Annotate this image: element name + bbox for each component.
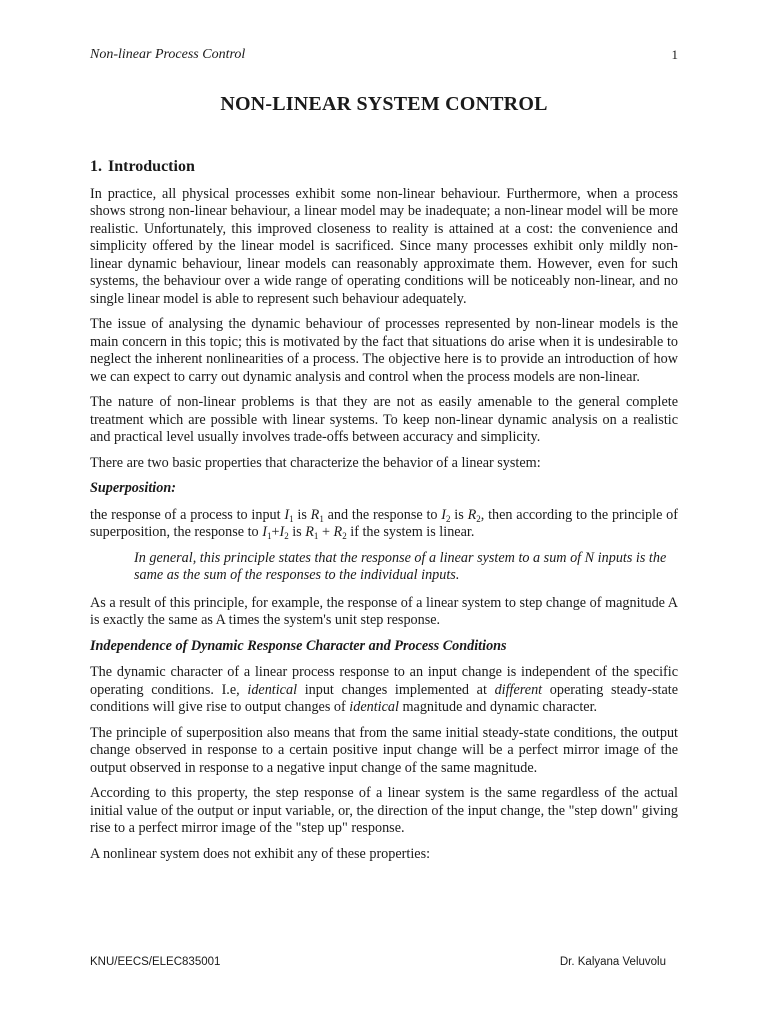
text-run: is [288,524,306,540]
text-run: input changes implemented at [297,681,495,698]
text-run: if the system is linear. [346,524,475,540]
plus-sign: + [271,524,280,540]
subscript: 1 [313,531,319,541]
text-run: is [293,506,311,523]
section-title: Introduction [108,158,195,175]
document-body [90,158,678,871]
running-header: Non-linear Process Control [90,47,246,62]
superposition-definition [90,507,678,542]
input-symbol: I [262,524,267,540]
section-number: 1. [90,158,102,175]
document-title: NON-LINEAR SYSTEM CONTROL [220,93,548,115]
intro-paragraph-2: The issue of analysing the dynamic behaviour of processes represented by non-linear models is the main concern in this topic; this is motivated by the fact that situations do arise when it is undesirable to neglect the inherent nonlinearities of a process. The objective here is to provide an introduction of how we can expect to carry out dynamic analysis and control when the process models are non-linear. [90,316,678,385]
superposition-quote: In general, this principle states that the response of a linear system to a sum of N inputs is the same as the sum of the responses to the individual inputs. [134,549,667,583]
subscript: 2 [284,531,289,541]
text-run: the response of a process to input [90,506,285,523]
independence-heading: Independence of Dynamic Response Character and Process Conditions [90,637,507,654]
subscript: 1 [319,513,324,524]
superposition-result: As a result of this principle, for example, the response of a linear system to step change of magnitude A is exactly the same as A times the system's unit step response. [90,594,678,628]
independence-paragraph-2: The principle of superposition also means that from the same initial steady-state conditions, the output change observed in response to a certain positive input change will be a perfect mirror image of the output observed in response to a negative input change of the same magnitude. [90,724,678,776]
subscript: 1 [289,513,294,524]
independence-paragraph-4: A nonlinear system does not exhibit any of these properties: [90,845,431,862]
page-number: 1 [671,47,678,62]
superposition-heading: Superposition: [90,480,176,496]
input-symbol: I [279,524,285,540]
response-symbol: R [310,506,320,523]
emphasis: different [494,681,543,698]
plus-sign: + [318,524,334,540]
independence-paragraph-1 [90,664,678,717]
intro-paragraph-4: There are two basic properties that characterize the behavior of a linear system: [90,454,541,471]
subscript: 2 [342,531,347,541]
emphasis: identical [247,681,298,698]
response-symbol: R [333,524,343,540]
input-symbol: I [441,506,447,523]
subscript: 2 [446,513,451,524]
section-heading [90,158,678,176]
footer-author: Dr. Kalyana Veluvolu [559,956,666,968]
text-run: operating steady-state conditions will give rise to output changes of [90,681,678,715]
emphasis: identical [349,699,399,715]
response-symbol: R [467,506,477,523]
subscript: 2 [476,513,481,524]
subscript: 1 [266,531,272,541]
footer-course-code: KNU/EECS/ELEC835001 [90,956,221,968]
independence-paragraph-3: According to this property, the step response of a linear system is the same regardless of the actual initial value of the output or input variable, or, the direction of the input change, the "step down" giving rise to a perfect mirror image of the "step up" response. [90,785,678,836]
text-run: The dynamic character of a linear process response to an input change is independent of the specific operating conditions. I.e, [90,664,678,698]
text-run: and the response to [323,506,442,523]
response-symbol: R [305,524,314,540]
intro-paragraph-1: In practice, all physical processes exhibit some non-linear behaviour. Furthermore, when a process shows strong non-linear behaviour, a linear model may be inadequate; a non-linear model will be more realistic. Unfortunately, this improved closeness to reality is attained at a cost: the convenience and simplicity offered by the linear model is sacrificed. Since many processes exhibit only mildly non-linear dynamic behaviour, linear models can reasonably approximate them. However, even for such systems, the behaviour over a wide range of operating conditions will be noticeably non-linear, and no single linear model is able to represent such behaviour adequately. [90,185,678,307]
text-run: magnitude and dynamic character. [398,699,598,715]
text-run: , then according to the principle of superposition, the response to [90,506,678,540]
text-run: is [450,506,468,523]
intro-paragraph-3: The nature of non-linear problems is that they are not as easily amenable to the general complete treatment which are possible with linear systems. To keep non-linear dynamic analysis on a realistic and practical level usually involves trade-offs between accuracy and simplicity. [90,394,678,445]
input-symbol: I [284,506,290,523]
